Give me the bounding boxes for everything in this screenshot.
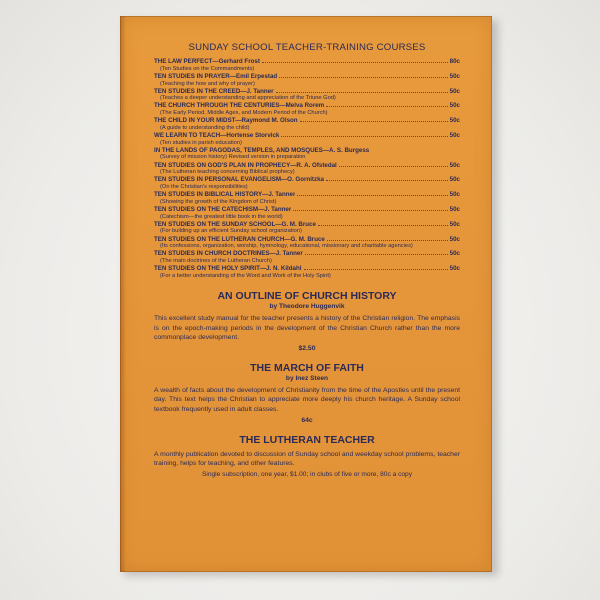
course-row xyxy=(154,176,460,184)
course-description: (On the Christian's responsibilities) xyxy=(160,184,248,191)
course-row xyxy=(154,250,460,258)
leader-dots xyxy=(281,136,447,137)
course-title: THE CHURCH THROUGH THE CENTURIES—Melva Rorem xyxy=(154,102,325,110)
course-item xyxy=(154,73,460,88)
course-row xyxy=(154,58,460,66)
teacher-title: THE LUTHERAN TEACHER xyxy=(239,433,375,446)
leader-dots xyxy=(297,195,447,196)
leader-dots xyxy=(262,62,448,63)
course-price: 50c xyxy=(449,131,460,139)
course-price: 50c xyxy=(449,205,460,213)
course-row xyxy=(154,88,460,96)
course-title: TEN STUDIES ON THE CATECHISM—J. Tanner xyxy=(154,205,292,213)
course-list xyxy=(154,58,460,280)
course-row xyxy=(154,221,460,229)
course-item xyxy=(154,191,460,206)
course-price: 50c xyxy=(449,72,460,80)
teacher-subscription: Single subscription, one year, $1.00; in clubs of five or more, 80c a copy xyxy=(201,470,413,478)
course-item xyxy=(154,236,460,251)
course-title: TEN STUDIES IN THE CREED—J. Tanner xyxy=(154,87,274,95)
course-title: TEN STUDIES IN BIBLICAL HISTORY—J. Tanner xyxy=(154,191,296,199)
course-description: (For building up an efficient Sunday school organization) xyxy=(160,228,302,235)
course-row xyxy=(154,147,460,155)
course-price: 50c xyxy=(449,161,460,169)
march-description: A wealth of facts about the development of Christianity from the time of the Apostles until the present day. This text helps the Christian to appreciate more deeply his church heritage. A Sunday school textbook frequently used in adult classes. xyxy=(154,386,460,413)
march-author: by Inez Steen xyxy=(285,374,329,382)
course-description: (Catechism—the greatest little book in the world) xyxy=(160,213,283,220)
leader-dots xyxy=(279,77,447,78)
leader-dots xyxy=(304,269,448,270)
course-title: TEN STUDIES IN PERSONAL EVANGELISM—O. Gornitzka xyxy=(154,176,324,184)
course-price: 50c xyxy=(449,117,460,125)
course-price: 50c xyxy=(449,191,460,199)
cover-content xyxy=(154,42,460,478)
outline-author: by Theodore Huggenvik xyxy=(269,302,345,310)
course-row xyxy=(154,162,460,170)
course-item xyxy=(154,221,460,236)
course-item xyxy=(154,58,460,73)
march-title: THE MARCH OF FAITH xyxy=(250,361,364,374)
course-price: 50c xyxy=(449,220,460,228)
course-row xyxy=(154,132,460,140)
course-price: 50c xyxy=(449,250,460,258)
course-item xyxy=(154,88,460,103)
course-description: (The main doctrines of the Lutheran Church) xyxy=(160,258,272,265)
leader-dots xyxy=(276,92,448,93)
course-description: (For a better understanding of the Word and Work of the Holy Spirit) xyxy=(160,272,331,279)
course-title: TEN STUDIES ON THE SUNDAY SCHOOL—G. M. Bruce xyxy=(154,220,316,228)
leader-dots xyxy=(305,254,448,255)
course-item xyxy=(154,132,460,147)
course-item xyxy=(154,265,460,280)
outline-price: $2.50 xyxy=(298,344,316,352)
course-title: THE CHILD IN YOUR MIDST—Raymond M. Olson xyxy=(154,117,298,125)
course-title: TEN STUDIES ON THE HOLY SPIRIT—J. N. Kildahl xyxy=(154,265,302,273)
course-title: TEN STUDIES ON GOD'S PLAN IN PROPHECY—R. A. Ofstedal xyxy=(154,161,337,169)
course-description: (Survey of mission history) Revised version in preparation xyxy=(160,154,306,161)
course-title: THE LAW PERFECT—Gerhard Frost xyxy=(154,58,260,65)
teacher-description: A monthly publication devoted to discussion of Sunday school and weekday school problems, teacher training, helps for teaching, and other features. xyxy=(154,450,460,468)
course-row xyxy=(154,117,460,125)
course-description: (Its confessions, organization, worship, hymnology, educational, missionary and charitable agencies) xyxy=(160,243,413,250)
outline-title: AN OUTLINE OF CHURCH HISTORY xyxy=(217,289,397,302)
course-description: (Teaching the how and why of prayer) xyxy=(160,80,255,87)
leader-dots xyxy=(339,166,448,167)
course-item xyxy=(154,162,460,177)
course-title: TEN STUDIES ON THE LUTHERAN CHURCH—G. M. Bruce xyxy=(154,235,325,243)
booklet-back-cover xyxy=(120,16,492,572)
course-description: (The Lutheran teaching concerning Biblical prophecy) xyxy=(160,169,295,176)
course-row xyxy=(154,265,460,273)
course-item xyxy=(154,117,460,132)
course-title: IN THE LANDS OF PAGODAS, TEMPLES, AND MOSQUES—A. S. Burgess xyxy=(154,146,370,154)
course-description: (Ten studies in parish education) xyxy=(160,139,242,146)
leader-dots xyxy=(326,106,448,107)
course-title: TEN STUDIES IN PRAYER—Emil Erpestad xyxy=(154,72,278,80)
course-row xyxy=(154,102,460,110)
teacher-section xyxy=(154,434,460,478)
course-price: 80c xyxy=(449,58,460,65)
course-price: 50c xyxy=(449,176,460,184)
course-description: (Ten Studies on the Commandments) xyxy=(160,65,255,72)
course-title: WE LEARN TO TEACH—Hortense Storvick xyxy=(154,131,280,139)
march-price: 64c xyxy=(301,416,313,424)
march-section xyxy=(154,362,460,424)
course-price: 50c xyxy=(449,235,460,243)
course-description: (The Early Period, Middle Ages, and Modern Period of the Church) xyxy=(160,110,328,117)
leader-dots xyxy=(318,225,448,226)
leader-dots xyxy=(300,121,448,122)
course-item xyxy=(154,147,460,162)
outline-section xyxy=(154,290,460,352)
course-description: (Showing the growth of the Kingdom of Christ) xyxy=(160,198,277,205)
courses-heading: SUNDAY SCHOOL TEACHER-TRAINING COURSES xyxy=(188,42,426,53)
course-row xyxy=(154,191,460,199)
course-description: (A guide to understanding the child) xyxy=(160,124,250,131)
course-item xyxy=(154,102,460,117)
course-description: (Teaches a deeper understanding and appreciation of the Triune God) xyxy=(160,95,336,102)
course-title: TEN STUDIES IN CHURCH DOCTRINES—J. Tanner xyxy=(154,250,303,258)
leader-dots xyxy=(327,240,448,241)
course-row xyxy=(154,206,460,214)
course-item xyxy=(154,176,460,191)
course-item xyxy=(154,206,460,221)
course-price: 50c xyxy=(449,102,460,110)
outline-description: This excellent study manual for the teacher presents a history of the Christian religion. The emphasis is on the epoch-making periods in the development of the Christian Church rather than the more commonplace development. xyxy=(154,314,460,342)
course-price: 50c xyxy=(449,87,460,95)
leader-dots xyxy=(326,180,448,181)
cover-edge-shade xyxy=(120,16,126,572)
leader-dots xyxy=(293,210,447,211)
course-item xyxy=(154,250,460,265)
course-row xyxy=(154,73,460,81)
course-row xyxy=(154,236,460,244)
course-price: 50c xyxy=(449,265,460,273)
